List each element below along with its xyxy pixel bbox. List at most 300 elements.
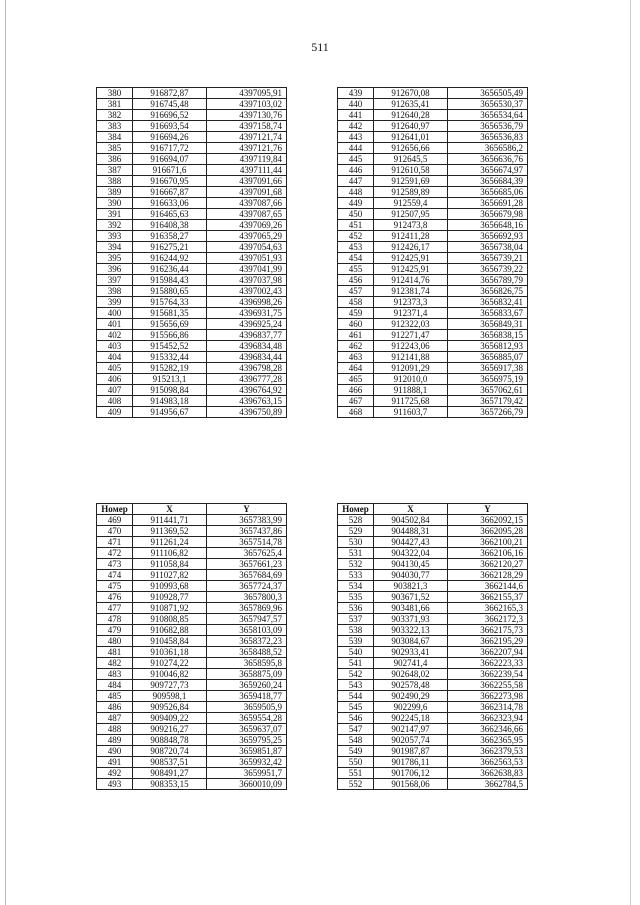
table-row xyxy=(97,88,287,99)
table-row xyxy=(338,779,528,790)
x-coordinate-cell: 912591,69 xyxy=(374,176,448,187)
y-coordinate-cell: 3657437,86 xyxy=(207,526,287,537)
y-coordinate-cell: 4397111,44 xyxy=(207,165,287,176)
x-coordinate-cell: 915880,65 xyxy=(133,286,207,297)
point-number-cell: 547 xyxy=(338,724,374,735)
point-number-cell: 540 xyxy=(338,647,374,658)
x-coordinate-cell: 902147,97 xyxy=(374,724,448,735)
point-number-cell: 458 xyxy=(338,297,374,308)
table-row xyxy=(338,363,528,374)
y-coordinate-cell: 4397087,66 xyxy=(207,198,287,209)
table-row xyxy=(97,548,287,559)
table-row xyxy=(97,121,287,132)
point-number-cell: 538 xyxy=(338,625,374,636)
table-row xyxy=(338,308,528,319)
x-coordinate-cell: 912425,91 xyxy=(374,253,448,264)
table-row xyxy=(97,319,287,330)
point-number-cell: 393 xyxy=(97,231,133,242)
table-row xyxy=(97,352,287,363)
y-coordinate-cell: 4397087,65 xyxy=(207,209,287,220)
x-coordinate-cell: 912373,3 xyxy=(374,297,448,308)
x-coordinate-cell: 908537,51 xyxy=(133,757,207,768)
x-coordinate-cell: 912426,17 xyxy=(374,242,448,253)
point-number-cell: 469 xyxy=(97,515,133,526)
y-coordinate-cell: 4397002,43 xyxy=(207,286,287,297)
x-coordinate-cell: 901987,87 xyxy=(374,746,448,757)
y-coordinate-cell: 3656692,93 xyxy=(448,231,528,242)
x-coordinate-cell: 903371,93 xyxy=(374,614,448,625)
point-number-cell: 529 xyxy=(338,526,374,537)
point-number-cell: 403 xyxy=(97,341,133,352)
point-number-cell: 380 xyxy=(97,88,133,99)
x-coordinate-cell: 912589,89 xyxy=(374,187,448,198)
point-number-cell: 442 xyxy=(338,121,374,132)
x-coordinate-cell: 915452,52 xyxy=(133,341,207,352)
point-number-cell: 480 xyxy=(97,636,133,647)
x-coordinate-cell: 904427,43 xyxy=(374,537,448,548)
y-coordinate-cell: 3656534,64 xyxy=(448,110,528,121)
x-coordinate-cell: 914983,18 xyxy=(133,396,207,407)
table-row xyxy=(338,121,528,132)
header-x: X xyxy=(374,504,448,515)
y-coordinate-cell: 4396798,28 xyxy=(207,363,287,374)
table-row xyxy=(338,735,528,746)
table-row xyxy=(97,603,287,614)
point-number-cell: 386 xyxy=(97,154,133,165)
table-row xyxy=(97,581,287,592)
table-row xyxy=(338,242,528,253)
x-coordinate-cell: 916696,52 xyxy=(133,110,207,121)
table-row xyxy=(338,614,528,625)
point-number-cell: 385 xyxy=(97,143,133,154)
x-coordinate-cell: 902245,18 xyxy=(374,713,448,724)
point-number-cell: 391 xyxy=(97,209,133,220)
point-number-cell: 382 xyxy=(97,110,133,121)
x-coordinate-cell: 916693,54 xyxy=(133,121,207,132)
point-number-cell: 477 xyxy=(97,603,133,614)
x-coordinate-cell: 903084,67 xyxy=(374,636,448,647)
point-number-cell: 460 xyxy=(338,319,374,330)
table-row xyxy=(97,625,287,636)
y-coordinate-cell: 3662195,29 xyxy=(448,636,528,647)
y-coordinate-cell: 4397037,98 xyxy=(207,275,287,286)
point-number-cell: 387 xyxy=(97,165,133,176)
y-coordinate-cell: 3662314,78 xyxy=(448,702,528,713)
table-row xyxy=(97,110,287,121)
table-header-row xyxy=(97,504,287,515)
y-coordinate-cell: 3657800,3 xyxy=(207,592,287,603)
table-row xyxy=(338,603,528,614)
x-coordinate-cell: 912271,47 xyxy=(374,330,448,341)
point-number-cell: 446 xyxy=(338,165,374,176)
y-coordinate-cell: 3659932,42 xyxy=(207,757,287,768)
y-coordinate-cell: 3662346,66 xyxy=(448,724,528,735)
x-coordinate-cell: 916275,21 xyxy=(133,242,207,253)
table-row xyxy=(338,691,528,702)
point-number-cell: 528 xyxy=(338,515,374,526)
point-number-cell: 454 xyxy=(338,253,374,264)
x-coordinate-cell: 909409,22 xyxy=(133,713,207,724)
y-coordinate-cell: 3662784,5 xyxy=(448,779,528,790)
table-row xyxy=(338,559,528,570)
x-coordinate-cell: 901706,12 xyxy=(374,768,448,779)
y-coordinate-cell: 4397091,66 xyxy=(207,176,287,187)
point-number-cell: 441 xyxy=(338,110,374,121)
point-number-cell: 492 xyxy=(97,768,133,779)
coordinates-table-4 xyxy=(337,503,528,790)
y-coordinate-cell: 3656739,22 xyxy=(448,264,528,275)
point-number-cell: 464 xyxy=(338,363,374,374)
point-number-cell: 390 xyxy=(97,198,133,209)
y-coordinate-cell: 3657266,79 xyxy=(448,407,528,418)
point-number-cell: 531 xyxy=(338,548,374,559)
header-y: Y xyxy=(448,504,528,515)
x-coordinate-cell: 903671,52 xyxy=(374,592,448,603)
y-coordinate-cell: 3662273,98 xyxy=(448,691,528,702)
x-coordinate-cell: 902490,29 xyxy=(374,691,448,702)
page-number: 511 xyxy=(311,40,329,54)
x-coordinate-cell: 904030,77 xyxy=(374,570,448,581)
point-number-cell: 478 xyxy=(97,614,133,625)
x-coordinate-cell: 916236,44 xyxy=(133,264,207,275)
point-number-cell: 474 xyxy=(97,570,133,581)
point-number-cell: 453 xyxy=(338,242,374,253)
point-number-cell: 467 xyxy=(338,396,374,407)
x-coordinate-cell: 916694,26 xyxy=(133,132,207,143)
y-coordinate-cell: 3662155,37 xyxy=(448,592,528,603)
table-row xyxy=(97,735,287,746)
table-row xyxy=(97,570,287,581)
y-coordinate-cell: 4397119,84 xyxy=(207,154,287,165)
table-row xyxy=(338,132,528,143)
point-number-cell: 489 xyxy=(97,735,133,746)
point-number-cell: 450 xyxy=(338,209,374,220)
table-row xyxy=(338,176,528,187)
table-row xyxy=(338,187,528,198)
y-coordinate-cell: 3660010,09 xyxy=(207,779,287,790)
header-x: X xyxy=(133,504,207,515)
point-number-cell: 392 xyxy=(97,220,133,231)
x-coordinate-cell: 909727,73 xyxy=(133,680,207,691)
y-coordinate-cell: 4396931,75 xyxy=(207,308,287,319)
table-row xyxy=(97,176,287,187)
y-coordinate-cell: 3656684,39 xyxy=(448,176,528,187)
table-row xyxy=(338,625,528,636)
y-coordinate-cell: 3656917,38 xyxy=(448,363,528,374)
point-number-cell: 485 xyxy=(97,691,133,702)
y-coordinate-cell: 3658875,09 xyxy=(207,669,287,680)
y-coordinate-cell: 3656826,75 xyxy=(448,286,528,297)
y-coordinate-cell: 3658488,52 xyxy=(207,647,287,658)
point-number-cell: 405 xyxy=(97,363,133,374)
point-number-cell: 445 xyxy=(338,154,374,165)
point-number-cell: 456 xyxy=(338,275,374,286)
point-number-cell: 439 xyxy=(338,88,374,99)
coordinates-table-2 xyxy=(337,87,528,418)
table-row xyxy=(97,242,287,253)
x-coordinate-cell: 916358,27 xyxy=(133,231,207,242)
x-coordinate-cell: 912371,4 xyxy=(374,308,448,319)
y-coordinate-cell: 3657062,61 xyxy=(448,385,528,396)
point-number-cell: 548 xyxy=(338,735,374,746)
table-row xyxy=(97,154,287,165)
table-row xyxy=(338,570,528,581)
point-number-cell: 461 xyxy=(338,330,374,341)
x-coordinate-cell: 909216,27 xyxy=(133,724,207,735)
y-coordinate-cell: 3656838,15 xyxy=(448,330,528,341)
table-row xyxy=(97,99,287,110)
y-coordinate-cell: 3657947,57 xyxy=(207,614,287,625)
x-coordinate-cell: 915764,33 xyxy=(133,297,207,308)
point-number-cell: 459 xyxy=(338,308,374,319)
x-coordinate-cell: 915566,86 xyxy=(133,330,207,341)
y-coordinate-cell: 4397091,68 xyxy=(207,187,287,198)
table-row xyxy=(338,374,528,385)
table-row xyxy=(338,396,528,407)
point-number-cell: 549 xyxy=(338,746,374,757)
x-coordinate-cell: 908491,27 xyxy=(133,768,207,779)
table-row xyxy=(97,209,287,220)
x-coordinate-cell: 912414,76 xyxy=(374,275,448,286)
point-number-cell: 409 xyxy=(97,407,133,418)
table-row xyxy=(338,220,528,231)
x-coordinate-cell: 902299,6 xyxy=(374,702,448,713)
y-coordinate-cell: 3659260,24 xyxy=(207,680,287,691)
x-coordinate-cell: 915282,19 xyxy=(133,363,207,374)
point-number-cell: 401 xyxy=(97,319,133,330)
x-coordinate-cell: 911725,68 xyxy=(374,396,448,407)
point-number-cell: 452 xyxy=(338,231,374,242)
point-number-cell: 395 xyxy=(97,253,133,264)
y-coordinate-cell: 3659505,9 xyxy=(207,702,287,713)
table-row xyxy=(97,297,287,308)
y-coordinate-cell: 3662638,83 xyxy=(448,768,528,779)
point-number-cell: 491 xyxy=(97,757,133,768)
x-coordinate-cell: 909526,84 xyxy=(133,702,207,713)
y-coordinate-cell: 3656536,79 xyxy=(448,121,528,132)
point-number-cell: 400 xyxy=(97,308,133,319)
table-row xyxy=(338,548,528,559)
x-coordinate-cell: 911441,71 xyxy=(133,515,207,526)
point-number-cell: 389 xyxy=(97,187,133,198)
table-row xyxy=(97,669,287,680)
table-row xyxy=(97,559,287,570)
y-coordinate-cell: 3656738,04 xyxy=(448,242,528,253)
x-coordinate-cell: 902741,4 xyxy=(374,658,448,669)
point-number-cell: 544 xyxy=(338,691,374,702)
x-coordinate-cell: 914956,67 xyxy=(133,407,207,418)
y-coordinate-cell: 3656536,83 xyxy=(448,132,528,143)
x-coordinate-cell: 912641,01 xyxy=(374,132,448,143)
table-row xyxy=(97,592,287,603)
table-row xyxy=(338,526,528,537)
x-coordinate-cell: 916745,48 xyxy=(133,99,207,110)
table-row xyxy=(97,746,287,757)
table-row xyxy=(338,341,528,352)
point-number-cell: 483 xyxy=(97,669,133,680)
table-row xyxy=(338,297,528,308)
point-number-cell: 470 xyxy=(97,526,133,537)
point-number-cell: 475 xyxy=(97,581,133,592)
point-number-cell: 487 xyxy=(97,713,133,724)
table-row xyxy=(97,341,287,352)
point-number-cell: 482 xyxy=(97,658,133,669)
y-coordinate-cell: 3656849,31 xyxy=(448,319,528,330)
point-number-cell: 381 xyxy=(97,99,133,110)
y-coordinate-cell: 4397103,02 xyxy=(207,99,287,110)
table-row xyxy=(97,308,287,319)
x-coordinate-cell: 909598,1 xyxy=(133,691,207,702)
x-coordinate-cell: 912635,41 xyxy=(374,99,448,110)
x-coordinate-cell: 916717,72 xyxy=(133,143,207,154)
point-number-cell: 465 xyxy=(338,374,374,385)
x-coordinate-cell: 915681,35 xyxy=(133,308,207,319)
y-coordinate-cell: 3658103,09 xyxy=(207,625,287,636)
y-coordinate-cell: 4397051,93 xyxy=(207,253,287,264)
point-number-cell: 473 xyxy=(97,559,133,570)
x-coordinate-cell: 916667,87 xyxy=(133,187,207,198)
y-coordinate-cell: 3662323,94 xyxy=(448,713,528,724)
x-coordinate-cell: 903322,13 xyxy=(374,625,448,636)
y-coordinate-cell: 3656674,97 xyxy=(448,165,528,176)
x-coordinate-cell: 916633,06 xyxy=(133,198,207,209)
y-coordinate-cell: 3656739,21 xyxy=(448,253,528,264)
x-coordinate-cell: 912670,08 xyxy=(374,88,448,99)
y-coordinate-cell: 3662144,6 xyxy=(448,581,528,592)
table-row xyxy=(338,636,528,647)
table-row xyxy=(338,581,528,592)
table-row xyxy=(338,407,528,418)
point-number-cell: 440 xyxy=(338,99,374,110)
point-number-cell: 398 xyxy=(97,286,133,297)
point-number-cell: 542 xyxy=(338,669,374,680)
x-coordinate-cell: 902578,48 xyxy=(374,680,448,691)
x-coordinate-cell: 916671,6 xyxy=(133,165,207,176)
x-coordinate-cell: 912559,4 xyxy=(374,198,448,209)
y-coordinate-cell: 3659851,87 xyxy=(207,746,287,757)
table-row xyxy=(338,385,528,396)
x-coordinate-cell: 912640,28 xyxy=(374,110,448,121)
table-row xyxy=(338,253,528,264)
table-row xyxy=(97,220,287,231)
x-coordinate-cell: 916465,63 xyxy=(133,209,207,220)
x-coordinate-cell: 910871,92 xyxy=(133,603,207,614)
table-row xyxy=(97,374,287,385)
point-number-cell: 462 xyxy=(338,341,374,352)
y-coordinate-cell: 3659951,7 xyxy=(207,768,287,779)
x-coordinate-cell: 904130,45 xyxy=(374,559,448,570)
table-row xyxy=(97,636,287,647)
x-coordinate-cell: 912322,03 xyxy=(374,319,448,330)
y-coordinate-cell: 3659554,28 xyxy=(207,713,287,724)
y-coordinate-cell: 3657724,37 xyxy=(207,581,287,592)
y-coordinate-cell: 4396998,26 xyxy=(207,297,287,308)
point-number-cell: 481 xyxy=(97,647,133,658)
y-coordinate-cell: 3657179,42 xyxy=(448,396,528,407)
table-row xyxy=(338,88,528,99)
y-coordinate-cell: 4396750,89 xyxy=(207,407,287,418)
table-row xyxy=(338,724,528,735)
x-coordinate-cell: 910274,22 xyxy=(133,658,207,669)
x-coordinate-cell: 915656,69 xyxy=(133,319,207,330)
x-coordinate-cell: 903481,66 xyxy=(374,603,448,614)
x-coordinate-cell: 911058,84 xyxy=(133,559,207,570)
table-row xyxy=(97,614,287,625)
table-row xyxy=(338,143,528,154)
table-row xyxy=(338,352,528,363)
point-number-cell: 463 xyxy=(338,352,374,363)
point-number-cell: 388 xyxy=(97,176,133,187)
point-number-cell: 532 xyxy=(338,559,374,570)
y-coordinate-cell: 3656812,93 xyxy=(448,341,528,352)
table-row xyxy=(97,198,287,209)
table-row xyxy=(97,253,287,264)
point-number-cell: 541 xyxy=(338,658,374,669)
x-coordinate-cell: 908720,74 xyxy=(133,746,207,757)
table-row xyxy=(97,691,287,702)
y-coordinate-cell: 3662172,3 xyxy=(448,614,528,625)
y-coordinate-cell: 3662128,29 xyxy=(448,570,528,581)
point-number-cell: 383 xyxy=(97,121,133,132)
coordinates-table-3 xyxy=(96,503,287,790)
x-coordinate-cell: 910046,82 xyxy=(133,669,207,680)
table-row xyxy=(97,515,287,526)
table-row xyxy=(97,779,287,790)
x-coordinate-cell: 912610,58 xyxy=(374,165,448,176)
table-row xyxy=(97,264,287,275)
scan-edge-left xyxy=(5,0,6,905)
y-coordinate-cell: 3662100,21 xyxy=(448,537,528,548)
table-row xyxy=(97,537,287,548)
table-row xyxy=(97,275,287,286)
x-coordinate-cell: 912243,06 xyxy=(374,341,448,352)
point-number-cell: 384 xyxy=(97,132,133,143)
header-number: Номер xyxy=(338,504,374,515)
table-row xyxy=(338,275,528,286)
y-coordinate-cell: 3656832,41 xyxy=(448,297,528,308)
table-row xyxy=(338,746,528,757)
y-coordinate-cell: 3662106,16 xyxy=(448,548,528,559)
table-row xyxy=(97,330,287,341)
y-coordinate-cell: 4396763,15 xyxy=(207,396,287,407)
x-coordinate-cell: 911369,52 xyxy=(133,526,207,537)
table-row xyxy=(97,132,287,143)
scan-edge-right xyxy=(630,0,631,905)
point-number-cell: 539 xyxy=(338,636,374,647)
x-coordinate-cell: 910682,88 xyxy=(133,625,207,636)
x-coordinate-cell: 910928,77 xyxy=(133,592,207,603)
header-number: Номер xyxy=(97,504,133,515)
point-number-cell: 488 xyxy=(97,724,133,735)
x-coordinate-cell: 912640,97 xyxy=(374,121,448,132)
table-row xyxy=(338,286,528,297)
x-coordinate-cell: 911603,7 xyxy=(374,407,448,418)
x-coordinate-cell: 912091,29 xyxy=(374,363,448,374)
table-row xyxy=(338,669,528,680)
table-row xyxy=(97,165,287,176)
point-number-cell: 493 xyxy=(97,779,133,790)
y-coordinate-cell: 4397095,91 xyxy=(207,88,287,99)
x-coordinate-cell: 912141,88 xyxy=(374,352,448,363)
point-number-cell: 486 xyxy=(97,702,133,713)
y-coordinate-cell: 3658595,8 xyxy=(207,658,287,669)
y-coordinate-cell: 3662095,28 xyxy=(448,526,528,537)
y-coordinate-cell: 3662255,58 xyxy=(448,680,528,691)
table-row xyxy=(338,537,528,548)
table-row xyxy=(97,526,287,537)
table-row xyxy=(97,724,287,735)
y-coordinate-cell: 3656679,98 xyxy=(448,209,528,220)
